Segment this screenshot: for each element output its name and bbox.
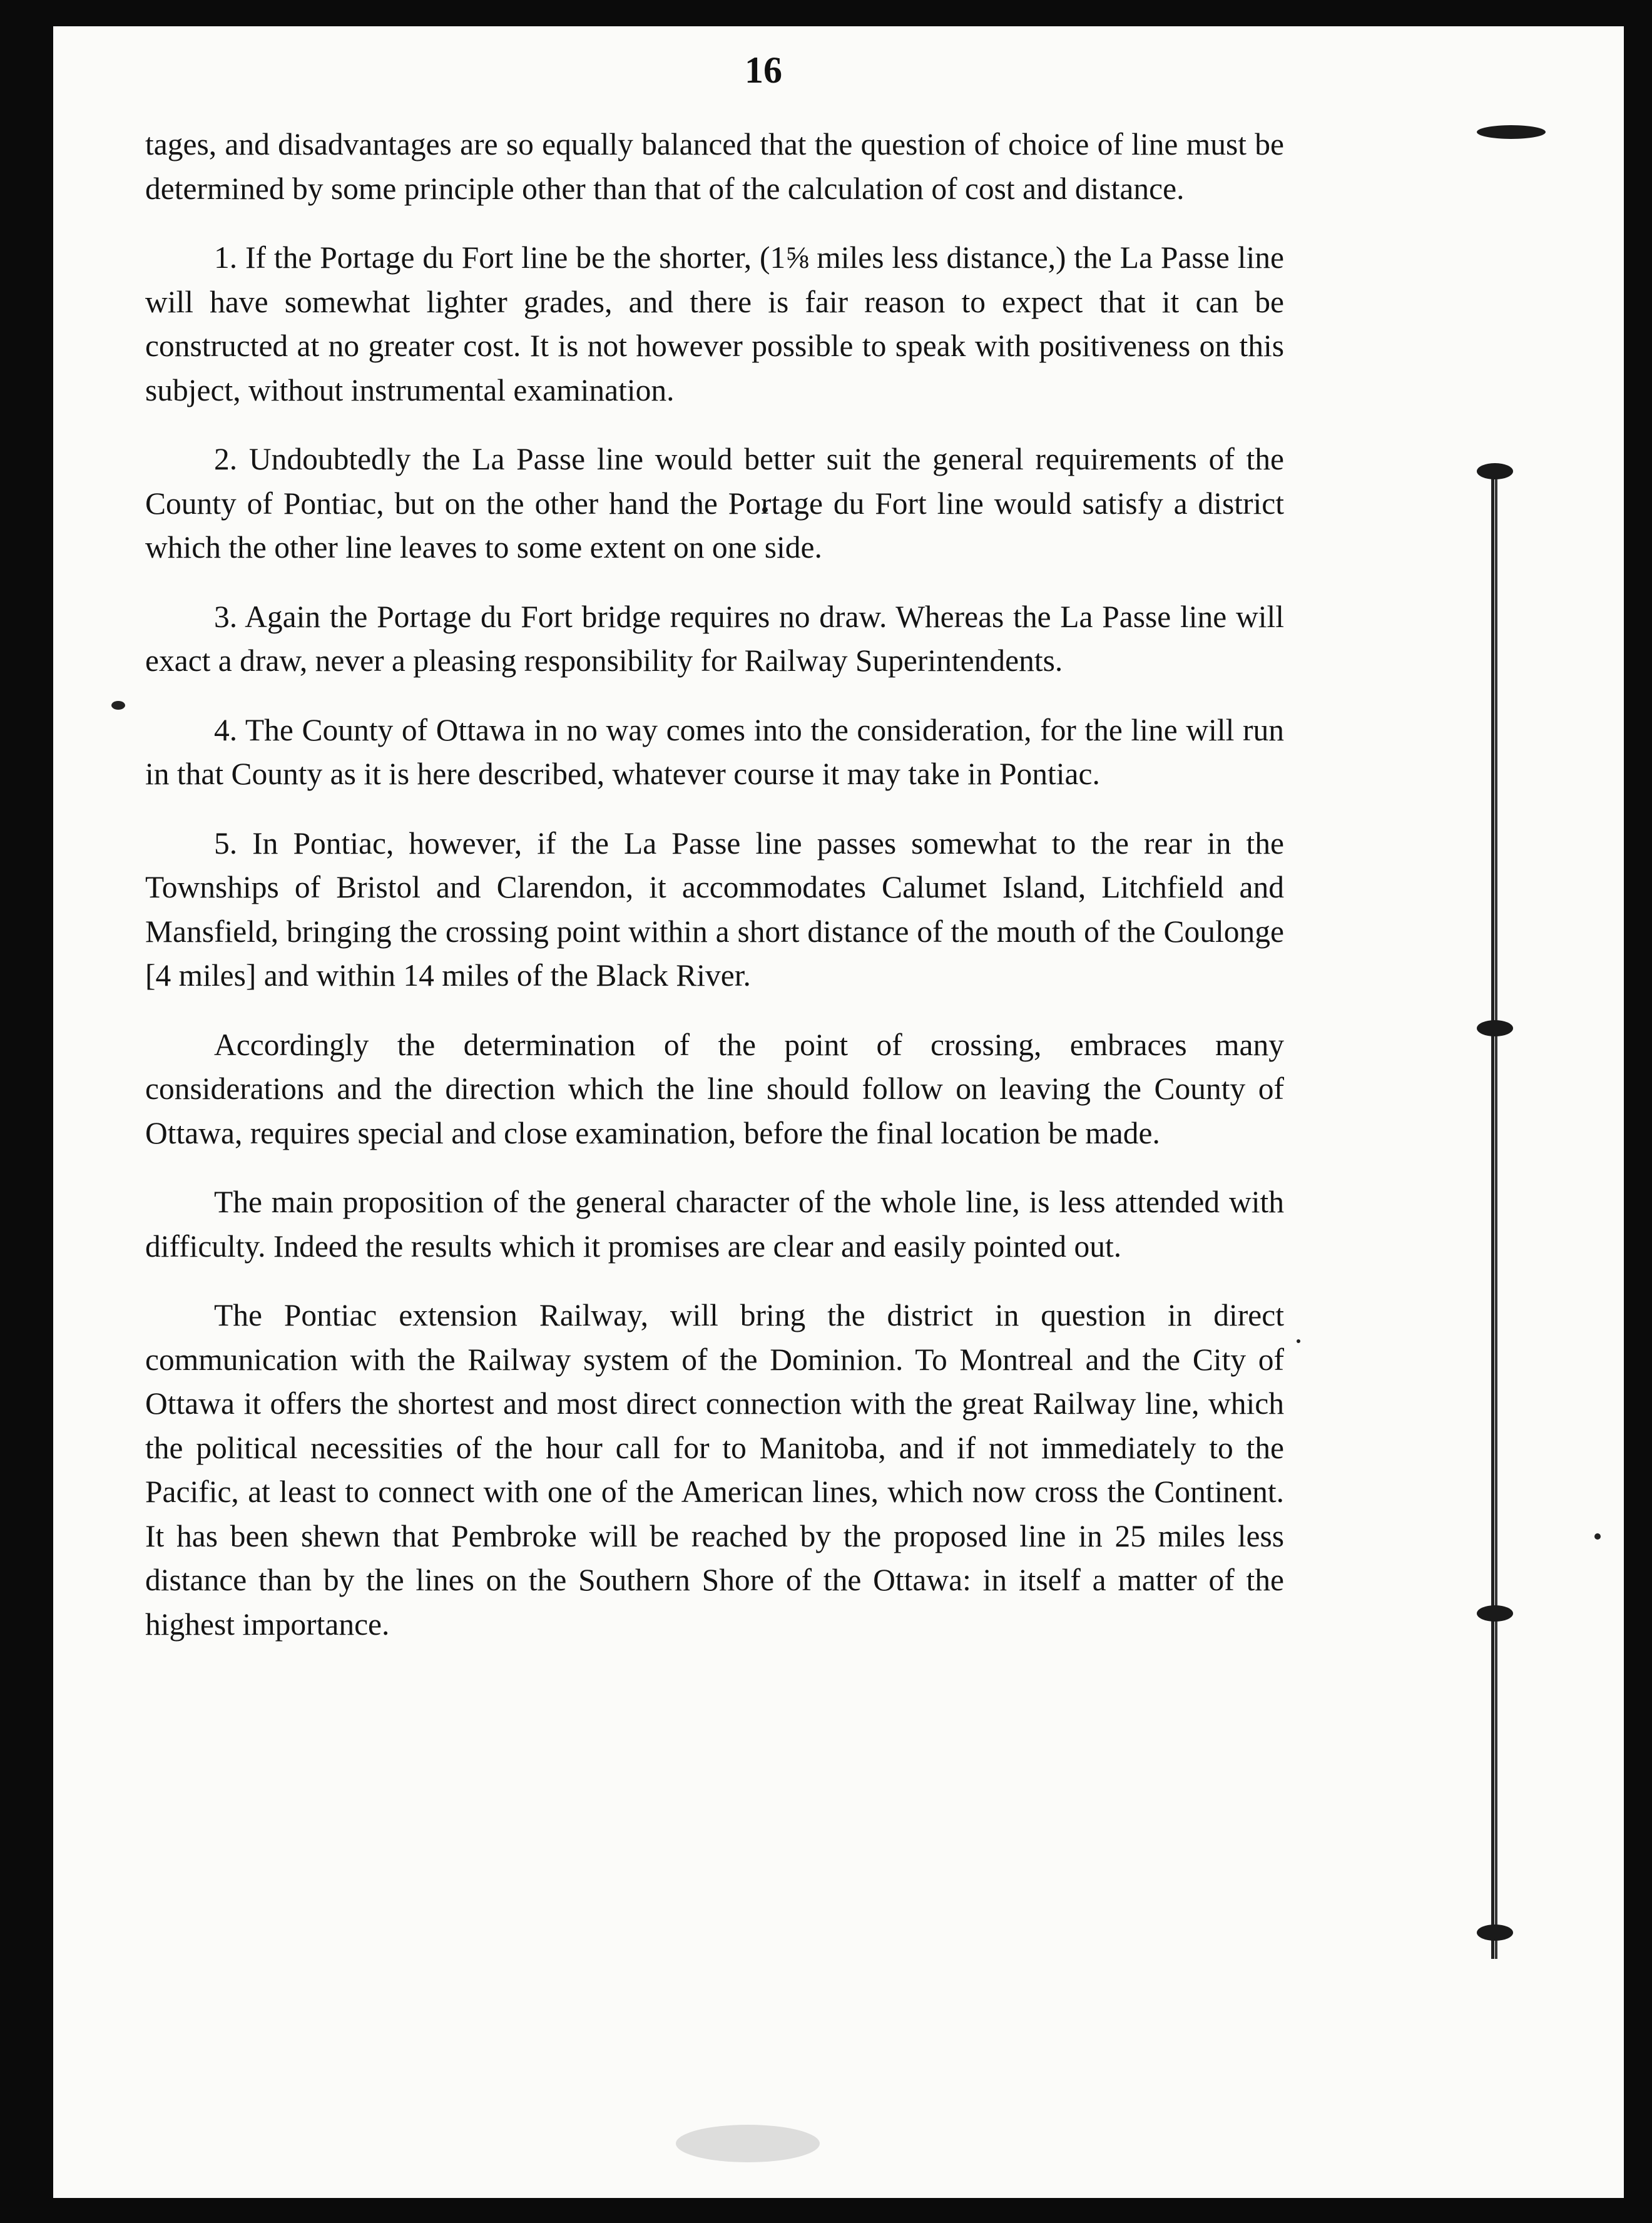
ink-speck xyxy=(1594,1533,1601,1540)
binding-knot xyxy=(1477,1020,1513,1036)
ink-speck xyxy=(111,701,125,710)
body-text xyxy=(145,123,1284,1647)
paper-smudge xyxy=(676,2125,820,2162)
paragraph-pontiac-extension: The Pontiac extension Railway, will bring the district in question in direct communication with the Railway system of the Dominion. To Montreal and the City of Ottawa it offers the shortest and most direct connection with the great Railway line, which the political necessities of the hour call for to Manitoba, and if not immediately to the Pacific, at least to connect with one of the American lines, which now cross the Continent. It has been shewn that Pembroke will be reached by the proposed line in 25 miles less distance than by the lines on the Southern Shore of the Ottawa: in itself a matter of the highest importance. xyxy=(145,1298,1284,1642)
paragraph-crossing: Accordingly the determination of the point of crossing, embraces many considerations and the direction which the line should follow on leaving the County of Ottawa, requires special and close examination, before the final location be made. xyxy=(145,1027,1284,1150)
binding-knot xyxy=(1477,125,1546,139)
paragraph-continuation: tages, and disadvantages are so equally balanced that the question of choice of line must be determined by some principle other than that of the calculation of cost and distance. xyxy=(145,127,1284,206)
binding-edge xyxy=(1630,0,1652,2223)
binding-knot xyxy=(1477,1605,1513,1622)
binding-knot xyxy=(1477,463,1513,479)
paragraph-point-4: 4. The County of Ottawa in no way comes into the consideration, for the line will run in that County as it is here described, whatever course it may take in Pontiac. xyxy=(145,712,1284,791)
paragraph-point-3: 3. Again the Portage du Fort bridge requires no draw. Whereas the La Passe line will exact a draw, never a pleasing responsibility for Railway Superintendents. xyxy=(145,599,1284,678)
ink-speck xyxy=(1297,1339,1300,1343)
paragraph-point-2: 2. Undoubtedly the La Passe line would better suit the general requirements of the County of Pontiac, but on the other hand the Portage du Fort line would satisfy a district which the other line leaves to some extent on one side. xyxy=(145,442,1284,565)
binding-thread xyxy=(1491,476,1497,1959)
page-number: 16 xyxy=(745,49,782,91)
binding-knot xyxy=(1477,1924,1513,1941)
paragraph-point-5: 5. In Pontiac, however, if the La Passe line passes somewhat to the rear in the Townships of Bristol and Clarendon, it accommodates Calumet Island, Litchfield and Mansfield, bringing the crossing point within a short distance of the mouth of the Coulonge [4 miles] and within 14 miles of the Black River. xyxy=(145,825,1284,993)
paragraph-point-1: 1. If the Portage du Fort line be the shorter, (1⅝ miles less distance,) the La Passe line will have somewhat lighter grades, and there is fair reason to expect that it can be constructed at no greater cost. It is not however possible to speak with positiveness on this subject, without instrumental examination. xyxy=(145,240,1284,407)
paragraph-main-proposition: The main proposition of the general character of the whole line, is less attended with difficulty. Indeed the results which it promises are clear and easily pointed out. xyxy=(145,1185,1284,1264)
